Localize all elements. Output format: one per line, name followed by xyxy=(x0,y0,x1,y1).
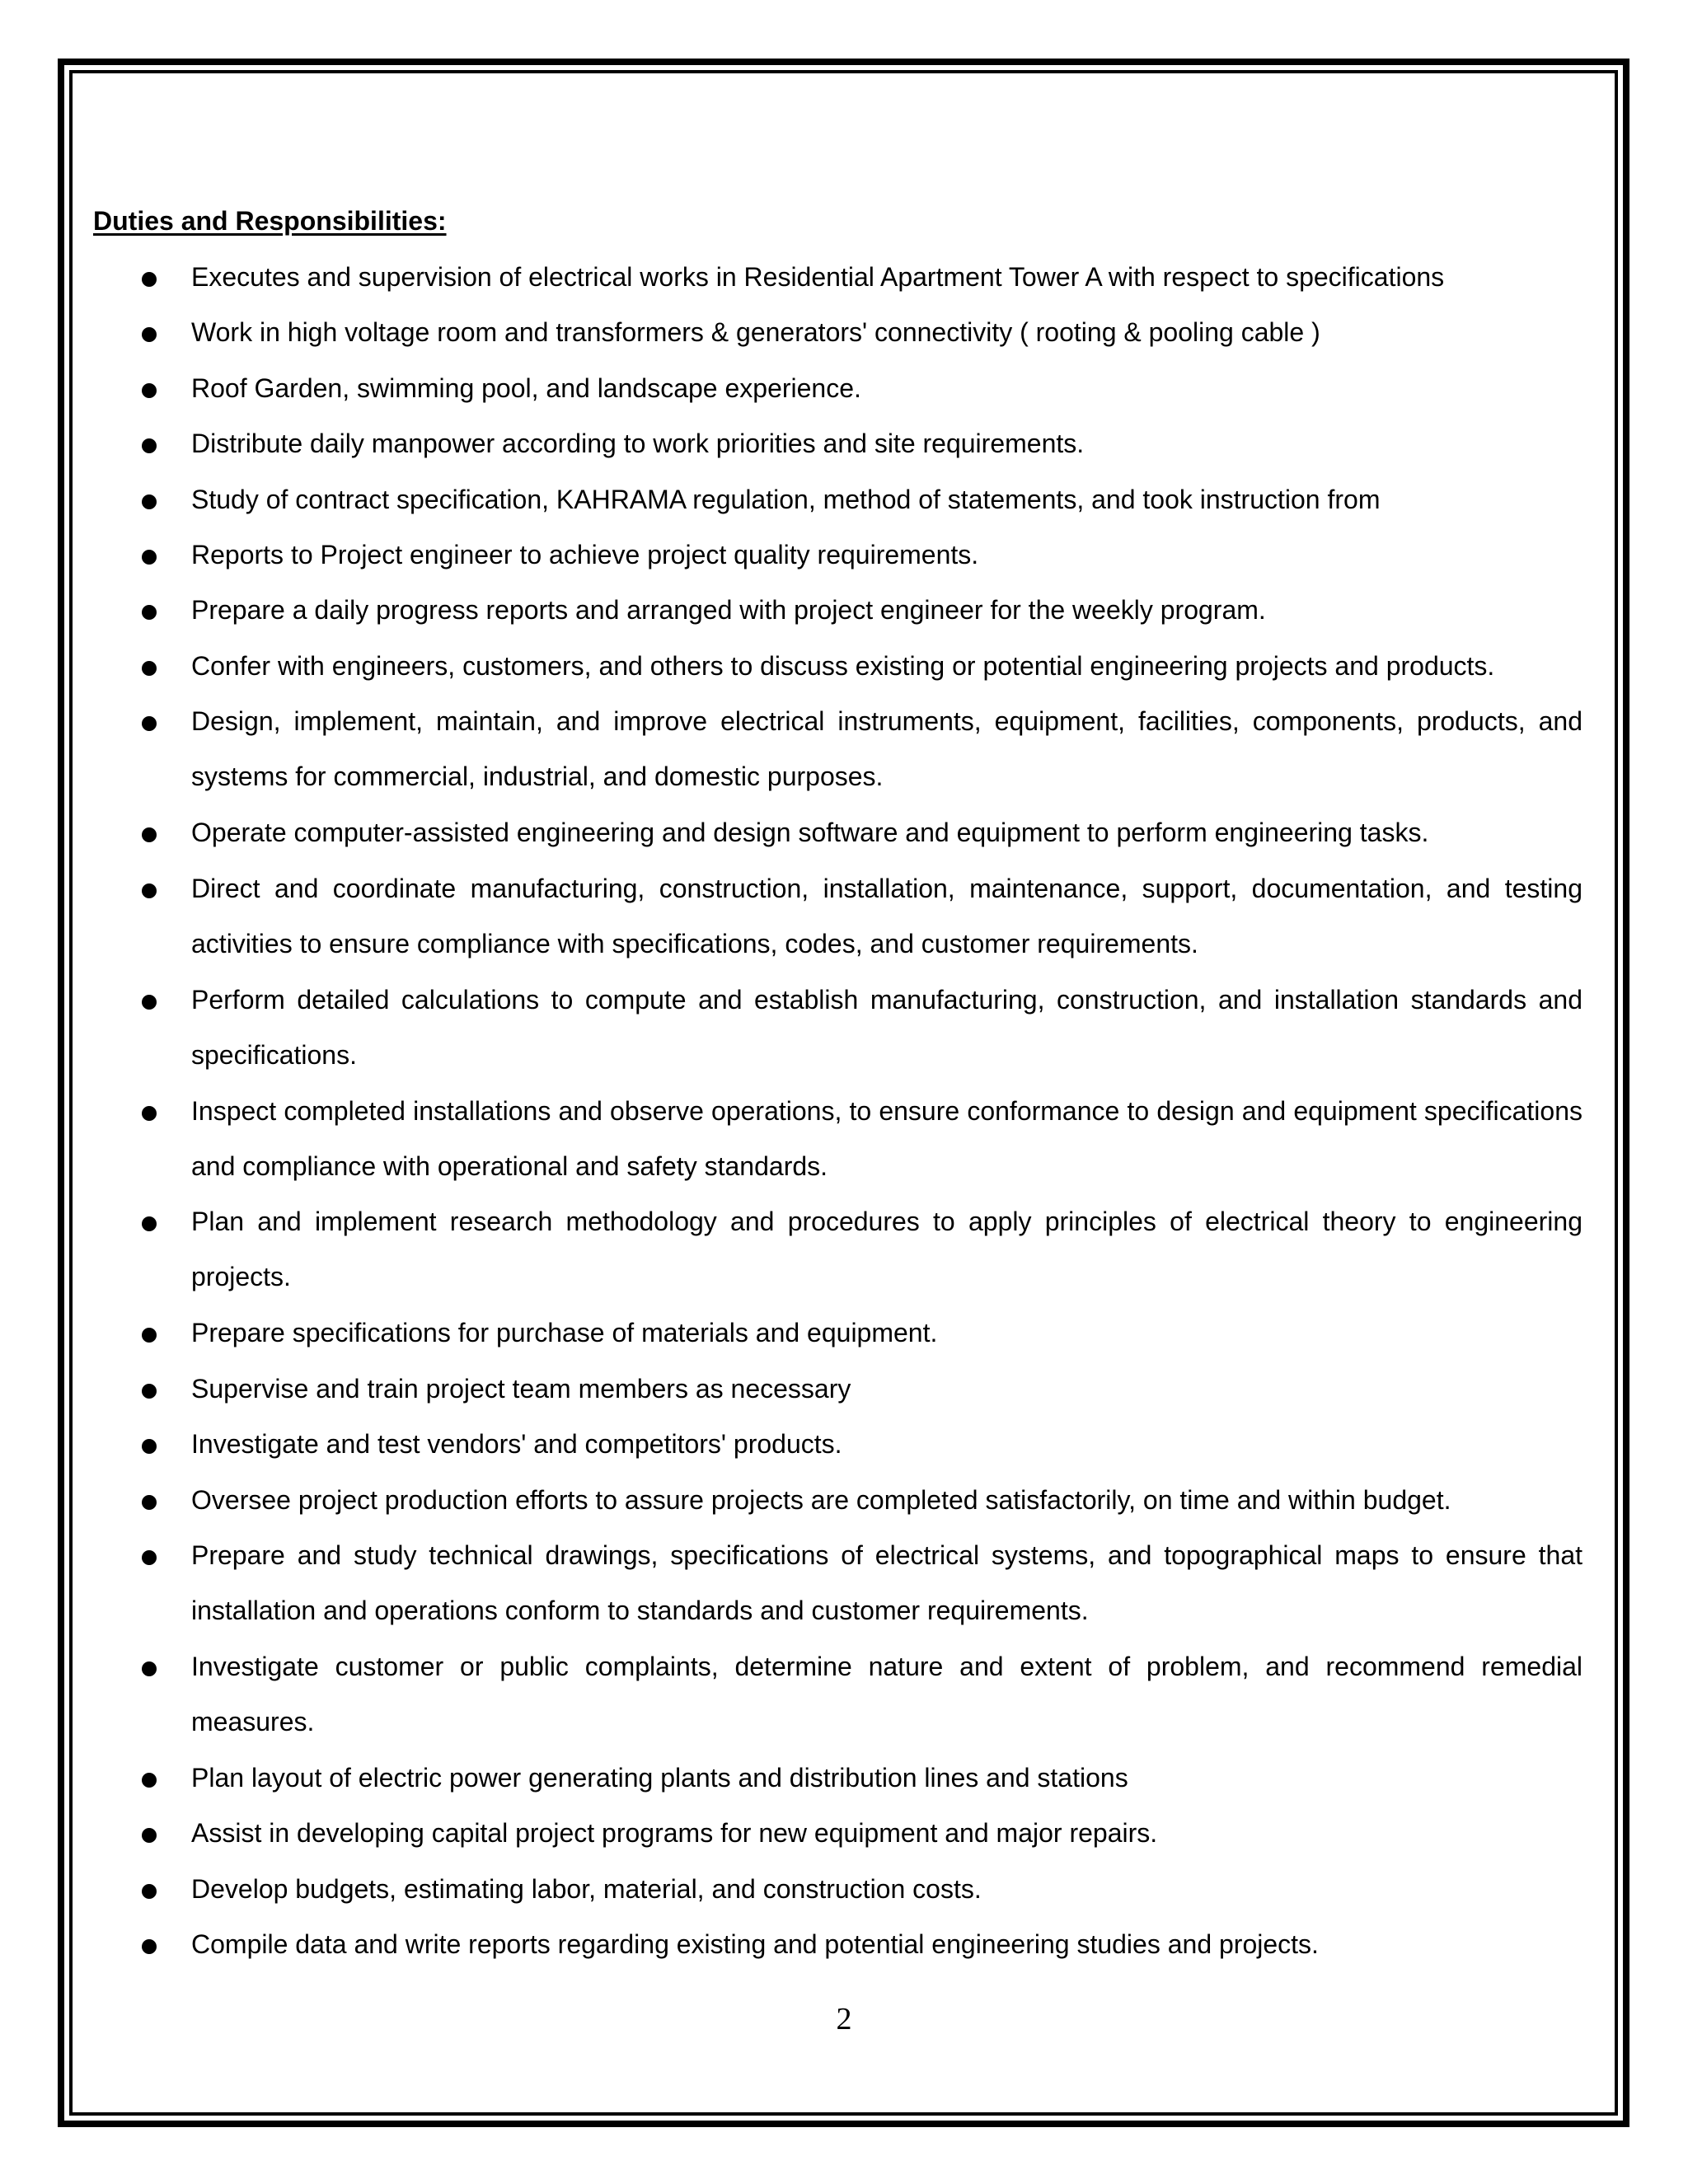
list-item: Plan layout of electric power generating plants and distribution lines and stations xyxy=(191,1763,1128,1793)
page-number: 2 xyxy=(836,2002,852,2036)
list-item: Develop budgets, estimating labor, material, and construction costs. xyxy=(191,1874,982,1904)
list-item: Design, implement, maintain, and improve electrical instruments, equipment, facilities, components, products, and systems for commercial, industrial, and domestic purposes. xyxy=(191,706,1582,792)
list-item: Distribute daily manpower according to work priorities and site requirements. xyxy=(191,429,1085,458)
bullet-icon xyxy=(142,494,157,509)
bullet-icon xyxy=(142,1495,157,1510)
list-item: Oversee project production efforts to assure projects are completed satisfactorily, on time and within budget. xyxy=(191,1485,1451,1515)
bullet-icon xyxy=(142,605,157,620)
bullet-icon xyxy=(142,661,157,676)
bullet-icon xyxy=(142,1939,157,1954)
bullet-icon xyxy=(142,550,157,565)
list-item: Roof Garden, swimming pool, and landscape experience. xyxy=(191,373,861,403)
bullet-icon xyxy=(142,1828,157,1843)
bullet-icon xyxy=(142,995,157,1010)
list-item: Prepare a daily progress reports and arranged with project engineer for the weekly program. xyxy=(191,595,1266,625)
list-item: Direct and coordinate manufacturing, construction, installation, maintenance, support, documentation, and testing activities to ensure compliance with specifications, codes, and customer requirements. xyxy=(191,874,1582,959)
list-item: Prepare specifications for purchase of materials and equipment. xyxy=(191,1318,938,1347)
list-item: Operate computer-assisted engineering and design software and equipment to perform engineering tasks. xyxy=(191,818,1429,847)
list-item: Prepare and study technical drawings, specifications of electrical systems, and topographical maps to ensure that installation and operations conform to standards and customer requirements. xyxy=(191,1540,1582,1626)
list-item: Assist in developing capital project programs for new equipment and major repairs. xyxy=(191,1818,1158,1848)
list-item: Investigate customer or public complaints, determine nature and extent of problem, and recommend remedial measures. xyxy=(191,1652,1582,1737)
bullet-icon xyxy=(142,1661,157,1676)
section-heading: Duties and Responsibilities: xyxy=(93,206,447,236)
bullet-icon xyxy=(142,827,157,842)
bullet-icon xyxy=(142,1216,157,1231)
bullet-icon xyxy=(142,1384,157,1399)
list-item: Confer with engineers, customers, and others to discuss existing or potential engineering projects and products. xyxy=(191,651,1495,681)
list-item: Investigate and test vendors' and competitors' products. xyxy=(191,1429,842,1459)
list-item: Plan and implement research methodology and procedures to apply principles of electrical theory to engineering projects. xyxy=(191,1207,1582,1292)
bullet-icon xyxy=(142,883,157,898)
bullet-icon xyxy=(142,272,157,287)
list-item: Reports to Project engineer to achieve project quality requirements. xyxy=(191,540,979,569)
list-item: Study of contract specification, KAHRAMA regulation, method of statements, and took instruction from xyxy=(191,485,1381,514)
list-item: Perform detailed calculations to compute and establish manufacturing, construction, and installation standards and specifications. xyxy=(191,985,1582,1071)
bullet-icon xyxy=(142,1328,157,1343)
bullet-icon xyxy=(142,716,157,731)
bullet-icon xyxy=(142,1439,157,1454)
list-item: Work in high voltage room and transformers & generators' connectivity ( rooting & pooling cable ) xyxy=(191,317,1320,347)
list-item: Compile data and write reports regarding existing and potential engineering studies and projects. xyxy=(191,1929,1319,1959)
bullet-icon xyxy=(142,1773,157,1788)
list-item: Supervise and train project team members as necessary xyxy=(191,1374,851,1404)
list-item: Executes and supervision of electrical works in Residential Apartment Tower A with respect to specifications xyxy=(191,262,1445,292)
bullet-icon xyxy=(142,383,157,398)
bullet-icon xyxy=(142,1106,157,1121)
bullet-icon xyxy=(142,1884,157,1899)
bullet-icon xyxy=(142,327,157,342)
bullet-icon xyxy=(142,1550,157,1565)
bullet-icon xyxy=(142,438,157,453)
list-item: Inspect completed installations and observe operations, to ensure conformance to design and equipment specifications and compliance with operational and safety standards. xyxy=(191,1096,1582,1182)
